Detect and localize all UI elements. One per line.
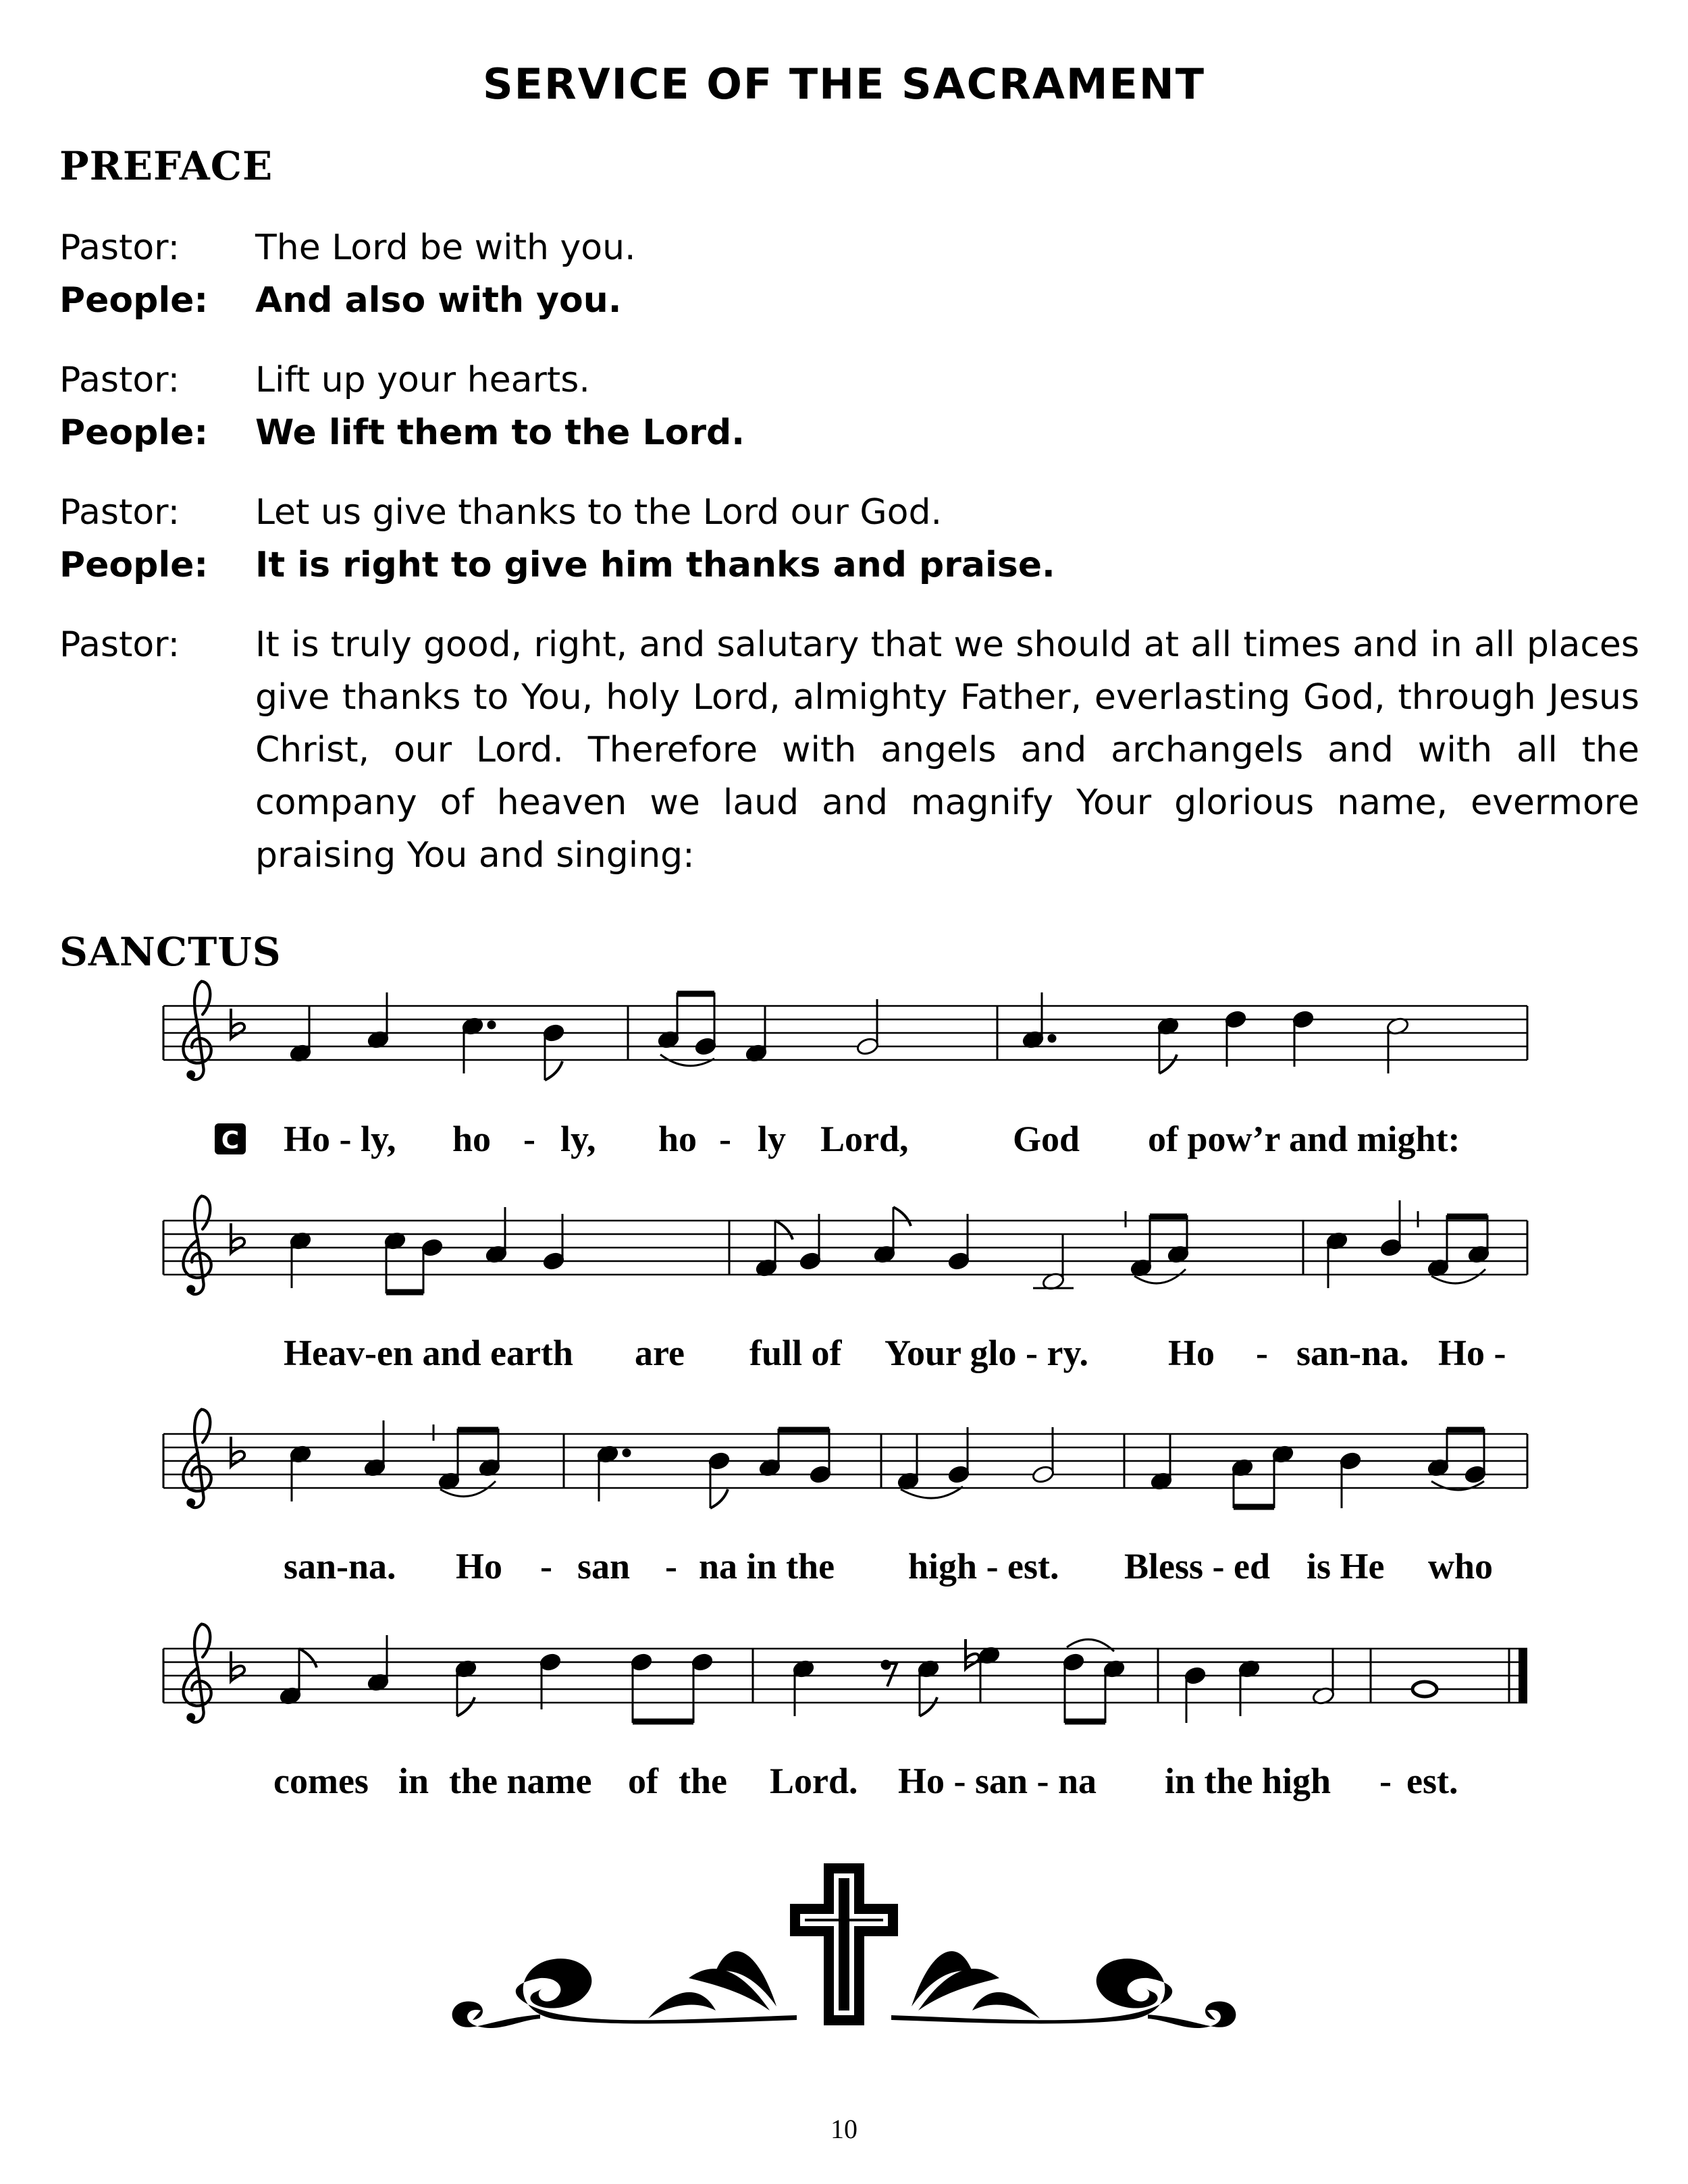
staff-system-2 <box>163 1196 1527 1373</box>
speaker-label: Pastor: <box>59 624 180 665</box>
svg-text:God: God <box>1013 1119 1080 1159</box>
right-scroll-flourish-icon <box>891 1951 1236 2028</box>
svg-text:comes: comes <box>273 1761 369 1801</box>
sanctus-heading: SANCTUS <box>59 929 282 975</box>
speaker-label: Pastor: <box>59 492 180 533</box>
svg-text:est.: est. <box>1406 1761 1458 1801</box>
svg-text:is He: is He <box>1307 1546 1385 1587</box>
flat-icon <box>231 1223 244 1253</box>
page-title: SERVICE OF THE SACRAMENT <box>482 59 1206 109</box>
svg-text:na in the: na in the <box>699 1546 835 1587</box>
flat-icon <box>231 1437 244 1466</box>
treble-clef-icon <box>183 1410 211 1508</box>
svg-text:Bless - ed: Bless - ed <box>1124 1546 1270 1587</box>
dialogue-text: It is truly good, right, and salutary that we should at all times and in all places give thanks to You, holy Lord, almighty Father, everlasting God, through Jesus Christ, our Lord. Therefore with angels and archangels and with all the company of heaven we laud and magnify Your glorious name, evermore praising You and singing: <box>255 624 1639 876</box>
svg-text:in: in <box>398 1761 429 1801</box>
svg-text:Heav-en and earth: Heav-en and earth <box>284 1333 573 1373</box>
svg-text:of pow’r and might:: of pow’r and might: <box>1148 1119 1460 1159</box>
speaker-label: Pastor: <box>59 228 180 268</box>
svg-text:ly: ly <box>758 1119 787 1159</box>
flat-icon <box>231 1009 244 1038</box>
svg-text:-: - <box>1256 1333 1268 1373</box>
svg-text:Ho: Ho <box>456 1546 503 1587</box>
treble-clef-icon <box>183 1196 211 1294</box>
dialogue-text: The Lord be with you. <box>255 228 636 268</box>
preface-heading: PREFACE <box>59 143 273 189</box>
staff-system-4 <box>163 1624 1527 1801</box>
svg-text:Lord.: Lord. <box>770 1761 858 1801</box>
svg-text:full of: full of <box>749 1333 842 1373</box>
svg-text:of: of <box>628 1761 658 1801</box>
dialogue-text: We lift them to the Lord. <box>255 412 745 453</box>
svg-text:san-na.: san-na. <box>1296 1333 1409 1373</box>
svg-text:Ho: Ho <box>1168 1333 1215 1373</box>
congregation-marker: C <box>221 1127 240 1154</box>
svg-text:high - est.: high - est. <box>908 1546 1059 1587</box>
lyrics-system-1 <box>284 1119 1460 1159</box>
svg-text:Ho -: Ho - <box>1438 1333 1506 1373</box>
svg-text:-: - <box>1379 1761 1392 1801</box>
svg-text:are: are <box>635 1333 685 1373</box>
svg-text:-: - <box>665 1546 677 1587</box>
treble-clef-icon <box>183 982 211 1080</box>
svg-text:in the high: in the high <box>1165 1761 1331 1801</box>
svg-text:Ho - ly,: Ho - ly, <box>284 1119 396 1159</box>
svg-text:the name: the name <box>449 1761 592 1801</box>
page-number: 10 <box>830 2114 858 2144</box>
svg-text:Lord,: Lord, <box>820 1119 909 1159</box>
svg-text:Your glo - ry.: Your glo - ry. <box>885 1333 1089 1373</box>
dialogue-text: Let us give thanks to the Lord our God. <box>255 492 942 533</box>
treble-clef-icon <box>183 1624 211 1722</box>
speaker-label: People: <box>59 280 209 321</box>
speaker-label: People: <box>59 412 209 453</box>
svg-text:-: - <box>540 1546 552 1587</box>
staff-system-1 <box>163 982 1527 1159</box>
dialogue-text: Lift up your hearts. <box>255 360 590 400</box>
left-scroll-flourish-icon <box>452 1951 797 2028</box>
svg-text:ho: ho <box>452 1119 492 1159</box>
svg-text:san: san <box>577 1546 631 1587</box>
svg-text:-: - <box>719 1119 731 1159</box>
svg-text:Ho - san - na: Ho - san - na <box>898 1761 1097 1801</box>
flat-icon <box>231 1651 244 1681</box>
cross-ornament <box>452 1863 1236 2028</box>
svg-text:-: - <box>523 1119 535 1159</box>
flat-icon <box>966 1639 979 1669</box>
lyrics-system-4 <box>273 1761 1458 1801</box>
speaker-label: Pastor: <box>59 360 180 400</box>
final-barline <box>1519 1649 1527 1703</box>
svg-text:san-na.: san-na. <box>284 1546 396 1587</box>
lyrics-system-3 <box>284 1546 1493 1587</box>
lyrics-system-2 <box>284 1333 1506 1373</box>
svg-text:the: the <box>679 1761 727 1801</box>
svg-text:who: who <box>1428 1546 1494 1587</box>
dialogue-text: And also with you. <box>255 280 622 321</box>
svg-text:ly,: ly, <box>560 1119 596 1159</box>
speaker-label: People: <box>59 545 209 585</box>
staff-system-3 <box>163 1410 1527 1587</box>
svg-text:ho: ho <box>658 1119 697 1159</box>
dialogue-text: It is right to give him thanks and praise. <box>255 545 1055 585</box>
cross-icon <box>790 1863 898 2025</box>
